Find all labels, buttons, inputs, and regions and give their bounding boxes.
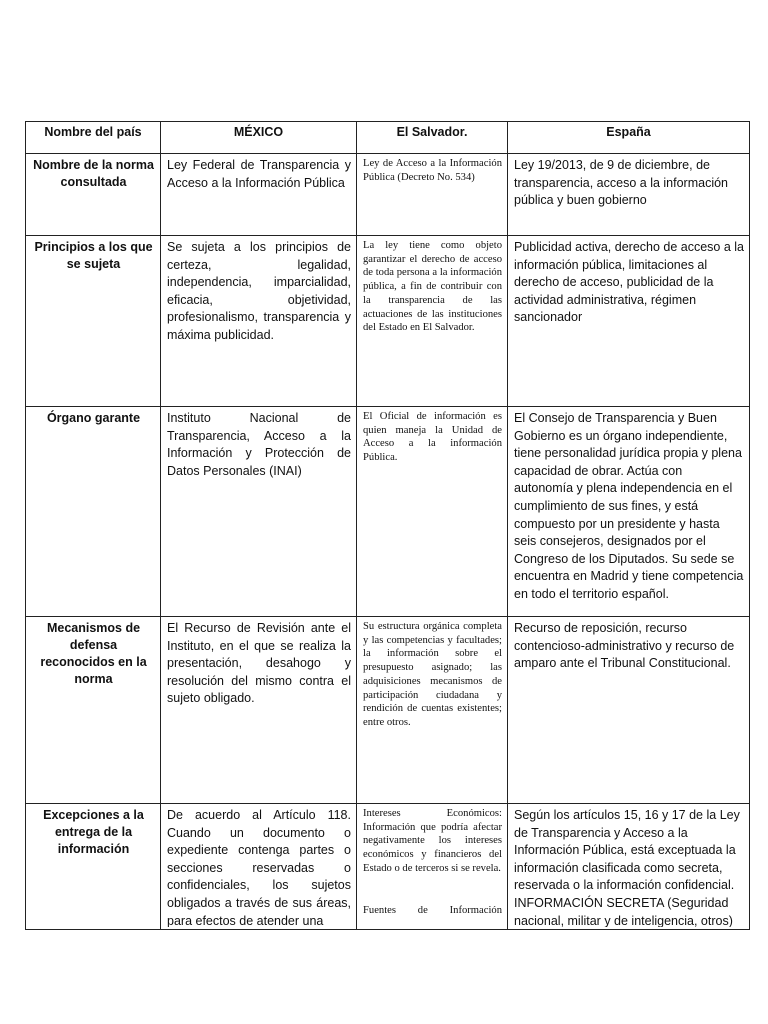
- table-row: [26, 236, 750, 407]
- table-row: [26, 617, 750, 804]
- row-label: Excepciones a la entrega de la información: [26, 804, 161, 930]
- row-label: Mecanismos de defensa reconocidos en la norma: [26, 617, 161, 804]
- cell-espana: Recurso de reposición, recurso contencioso-administrativo y recurso de amparo ante el Tribunal Constitucional.: [508, 617, 750, 804]
- cell-mexico: El Recurso de Revisión ante el Instituto, en el que se realiza la presentación, desahogo y resolución del mismo contra el sujeto obligado.: [161, 617, 357, 804]
- cell-el-salvador: [357, 804, 508, 930]
- cell-espana: Según los artículos 15, 16 y 17 de la Ley de Transparencia y Acceso a la Información Pública, está exceptuada la información clasificada como secreta, reservada o la información confidencial. INFORMACIÓN SECRETA (Seguridad nacional, militar y de inteligencia, otros): [508, 804, 750, 930]
- cell-espana: Ley 19/2013, de 9 de diciembre, de transparencia, acceso a la información pública y buen gobierno: [508, 154, 750, 236]
- el-salvador-exception-text: Intereses Económicos: Información que podría afectar negativamente los intereses económicos y financieros del Estado o de terceros si se revela.: [363, 808, 502, 874]
- cell-espana: Publicidad activa, derecho de acceso a la información pública, limitaciones al derecho de acceso, publicidad de la actividad administrativa, régimen sancionador: [508, 236, 750, 407]
- table-row: [26, 407, 750, 617]
- cell-mexico: Instituto Nacional de Transparencia, Acceso a la Información y Protección de Datos Personales (INAI): [161, 407, 357, 617]
- table-row: [26, 154, 750, 236]
- cell-mexico: De acuerdo al Artículo 118. Cuando un documento o expediente contenga partes o secciones reservadas o confidenciales, los sujetos obligados a través de sus áreas, para efectos de atender una: [161, 804, 357, 930]
- row-label: Nombre de la norma consultada: [26, 154, 161, 236]
- row-label: Órgano garante: [26, 407, 161, 617]
- header-cell-country: Nombre del país: [26, 122, 161, 154]
- el-salvador-exception-subheading: Fuentes de Información: [363, 904, 502, 916]
- comparison-table: [25, 121, 750, 930]
- table-row: [26, 804, 750, 930]
- header-cell-el-salvador: El Salvador.: [357, 122, 508, 154]
- cell-el-salvador: La ley tiene como objeto garantizar el derecho de acceso de toda persona a la información pública, a fin de contribuir con la transparencia de las actuaciones de las instituciones del Estado en El Salvador.: [357, 236, 508, 407]
- cell-el-salvador: El Oficial de información es quien maneja la Unidad de Acceso a la información Pública.: [357, 407, 508, 617]
- cell-mexico: Se sujeta a los principios de certeza, legalidad, independencia, imparcialidad, eficacia, objetividad, profesionalismo, transparencia y máxima publicidad.: [161, 236, 357, 407]
- table-header-row: [26, 122, 750, 154]
- row-label: Principios a los que se sujeta: [26, 236, 161, 407]
- cell-espana: El Consejo de Transparencia y Buen Gobierno es un órgano independiente, tiene personalidad jurídica propia y plena capacidad de obrar. Actúa con autonomía y plena independencia en el cumplimiento de sus fines, y está compuesto por un presidente y hasta seis consejeros, designados por el Congreso de los Diputados. Su sede se encuentra en Madrid y tiene competencia en todo el territorio español.: [508, 407, 750, 617]
- cell-el-salvador: Ley de Acceso a la Información Pública (Decreto No. 534): [357, 154, 508, 236]
- cell-el-salvador: Su estructura orgánica completa y las competencias y facultades; la información sobre el presupuesto asignado; las adquisiciones mecanismos de participación ciudadana y rendición de cuentas existentes; entre otros.: [357, 617, 508, 804]
- cell-mexico: Ley Federal de Transparencia y Acceso a la Información Pública: [161, 154, 357, 236]
- header-cell-espana: España: [508, 122, 750, 154]
- header-cell-mexico: MÉXICO: [161, 122, 357, 154]
